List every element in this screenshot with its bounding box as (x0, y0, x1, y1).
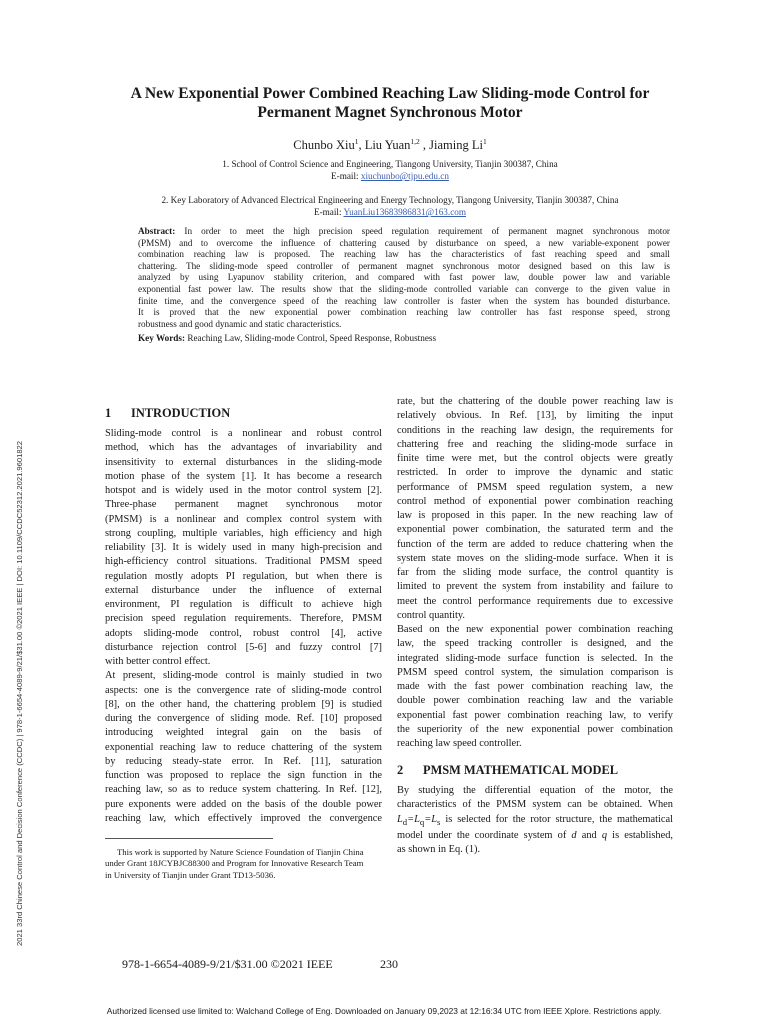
body-line: during the convergence of sliding mode. Ref. [10] proposed (105, 713, 382, 724)
author-name: Jiaming Li (429, 138, 483, 153)
body-line: By studying the differential equation of the motor, the (397, 785, 673, 796)
affiliation-text: 1. School of Control Science and Engineering, Tiangong University, Tianjin 300387, China (222, 159, 558, 169)
author-list: Chunbo Xiu$^1$, Liu Yuan$^{1,2}$ , Jiaming Li$^1$ (293, 137, 487, 153)
body-line: conditions in the reaching law design, the requirements for (397, 424, 673, 436)
abstract-line: robustness and good dynamic and static characteristics. (138, 318, 342, 329)
section-heading-pmsm-model (397, 763, 618, 778)
body-line: adopts sliding-mode control, robust control [4], active (105, 627, 382, 639)
math-var: =L (424, 813, 438, 825)
body-line: as shown in Eq. (1). (397, 844, 481, 856)
column-left (105, 427, 382, 826)
footnote-line: This work is supported by Nature Science Foundation of Tianjin China (117, 847, 364, 857)
keywords-text: Reaching Law, Sliding-mode Control, Speed Response, Robustness (185, 333, 437, 344)
body-line: system state moves on the sliding-mode surface. When it is (397, 552, 673, 564)
page-number: 230 (380, 957, 398, 971)
body-line: integrated sliding-mode surface function is selected. In the (397, 652, 673, 664)
body-line: reliability [3]. It is widely used in many high-precision and (105, 542, 382, 553)
body-line: relatively obvious. In Ref. [13], by limiting the input (397, 410, 673, 422)
math-sub: s (437, 816, 441, 827)
license-notice: Authorized licensed use limited to: Walchand College of Eng. Downloaded on January 09,2023 at 12:16:34 UTC from IEEE Xplore. Restrictions apply. (106, 1006, 662, 1016)
math-sub: q (419, 816, 425, 827)
section-number: 2 (397, 763, 404, 777)
body-line: exponential reaching law to reduce chattering of the system (105, 741, 382, 753)
email-link[interactable]: YuanLiu13683986831@163.com (343, 207, 467, 218)
column-right-section2 (397, 784, 673, 857)
body-line: limited to prevent the system from instability and failure to (397, 581, 673, 593)
body-line: function of the term are added to reduce chattering when the (397, 538, 673, 550)
email-link[interactable]: xiuchunbo@tjpu.edu.cn (360, 171, 449, 182)
footnote-line: under Grant 18JCYBJC88300 and Program for Innovative Research Team (105, 858, 364, 869)
body-line: control method of exponential power combination reaching (397, 495, 673, 507)
abstract (138, 226, 670, 345)
body-line: [8], on the other hand, the chattering problem [9] is studied (105, 698, 382, 710)
body-line: PMSM speed control system, the simulation comparison is (397, 666, 673, 678)
author-name: Chunbo Xiu (293, 138, 355, 153)
body-line: Sliding-mode control is a nonlinear and robust control (105, 428, 382, 439)
body-line: law is proposed in this paper. In the new reaching law of (397, 510, 673, 521)
body-line: Based on the new exponential power combination reaching (397, 624, 673, 635)
abstract-line: finite time, and the convergence speed of the reaching law controller is faster when the system has bounded disturbance. (138, 295, 670, 306)
email-label: E-mail: (331, 171, 361, 182)
body-line: environment, PI regulation is difficult to achieve high (105, 599, 382, 610)
body-line: reaching law, which effectively improved the convergence (105, 812, 382, 824)
body-text: is selected for the rotor structure, the mathematical (440, 813, 673, 825)
title-line: Permanent Magnet Synchronous Motor (257, 104, 523, 121)
copyright-line: 978-1-6654-4089-9/21/$31.00 ©2021 IEEE (122, 957, 333, 971)
abstract-label: Abstract: (138, 226, 176, 236)
body-line: motion phase of the system [1]. It has become a research (105, 470, 382, 482)
body-line: chattering free and reaching the sliding-mode surface in (397, 438, 673, 450)
body-line: reaching law, so as to reduce system chattering. In Ref. [12], (105, 784, 382, 796)
affiliation-2 (80, 194, 700, 218)
body-line: high-efficiency control situations. Traditional PMSM speed (105, 556, 382, 568)
body-line: pure exponents were added on the basis of the double power (105, 798, 382, 810)
abstract-line: exponential fast power law. The results show that the sliding-mode controlled variable can converge to the given value in (138, 283, 670, 294)
column-right (397, 395, 673, 751)
abstract-line: combination reaching law is proposed. The reaching law has the characteristics of fast reaching speed and small (138, 249, 670, 260)
body-line: finite time were met, but the control objects were greatly (397, 453, 673, 464)
author-affiliation-mark: 1 (354, 137, 359, 146)
body-line: Three-phase permanent magnet synchronous motor (105, 499, 382, 511)
body-line: method, which has the advantages of invariability and (105, 442, 382, 454)
section-title: INTRODUCTION (131, 406, 231, 420)
body-line (397, 829, 673, 843)
body-line: rate, but the chattering of the double power reaching law is (397, 396, 673, 407)
abstract-line (138, 226, 670, 238)
body-line: far from the sliding mode surface, the control quantity is (397, 567, 673, 578)
author-affiliation-mark: 1 (483, 137, 487, 146)
math-var: q (601, 829, 608, 841)
body-line: precision speed regulation requirements. Therefore, PMSM (105, 613, 382, 625)
affiliation-email-line (80, 206, 700, 218)
body-line: restricted. In order to improve the dynamic and static (397, 467, 673, 479)
footnote-divider (105, 838, 273, 839)
section-title: PMSM MATHEMATICAL MODEL (423, 763, 619, 777)
affiliation-text: 2. Key Laboratory of Advanced Electrical Engineering and Energy Technology, Tiangong University, Tianjin 300387, China (161, 195, 619, 205)
math-var: =L (407, 813, 420, 825)
body-line: At present, sliding-mode control is mainly studied in two (105, 670, 382, 682)
body-line: (PMSM) is a nonlinear and complex control system with (105, 513, 382, 525)
body-line: aspects: one is the convergence rate of sliding-mode control (105, 684, 382, 696)
body-line: hotspot and is widely used in the motor control system [2]. (105, 485, 382, 496)
body-line: reaching law speed controller. (397, 738, 522, 749)
math-var: L (397, 813, 403, 825)
affiliation-email-line (80, 170, 700, 182)
body-line: exponential fast power combination reaching law, to verify (397, 709, 673, 721)
paper-title (90, 84, 690, 122)
funding-footnote (105, 847, 383, 881)
author-name: Liu Yuan (364, 138, 411, 153)
abstract-text: In order to meet the high precision speed regulation requirement of permanent magnet synchronous motor (175, 226, 670, 236)
body-line: function was proposed to replace the sign function in the (105, 770, 382, 781)
keywords (138, 333, 670, 345)
body-line: made with the fast power combination reaching law, the (397, 681, 673, 692)
body-line: insensitivity to external disturbances in the sliding-mode (105, 456, 382, 468)
body-line (397, 813, 673, 829)
abstract-line: chattering. The sliding-mode speed controller of permanent magnet synchronous motor designed based on this law is (138, 260, 670, 271)
body-line: disturbance rejection control [5-6] and fuzzy control [7] (105, 641, 382, 653)
body-line: double power combination reaching law and the variable (397, 695, 673, 707)
body-line: introducing weighted integral gain on the basis of (105, 727, 382, 739)
abstract-line: It is proved that the new exponential power combination reaching law controller has fast response speed, strong (138, 307, 670, 318)
affiliation-1 (80, 158, 700, 182)
body-line: the superiority of the new exponential power combination (397, 723, 673, 735)
math-var: d (571, 829, 577, 841)
footnote-line: in University of Tianjin under Grant TD13-5036. (105, 869, 276, 880)
title-line: A New Exponential Power Combined Reaching Law Sliding-mode Control for (130, 85, 650, 102)
email-label: E-mail: (313, 207, 344, 218)
body-line: by reducing steady-state error. In Ref. [11], saturation (105, 755, 382, 767)
author-affiliation-mark: 1,2 (410, 137, 420, 146)
body-line: with better control effect. (105, 656, 211, 667)
abstract-line: (PMSM) and to overcome the influence of chattering caused by disturbance on speed, a new variable-exponent power (138, 237, 670, 248)
keywords-label: Key Words: (138, 333, 186, 344)
body-line: performance of PMSM speed regulation system, a new (397, 481, 673, 493)
body-line: exponential power combination, the saturated term and the (397, 524, 673, 536)
body-text: is established, (607, 829, 673, 841)
section-number: 1 (105, 406, 112, 420)
math-sub: d (402, 816, 408, 827)
body-line: control quantity. (397, 609, 466, 621)
body-line: regulation mostly adopts PI regulation, but when there is (105, 570, 382, 582)
section-heading-introduction (105, 406, 230, 421)
body-line: external disturbance under the influence of external (105, 584, 382, 596)
body-text: model under the coordinate system of (397, 829, 572, 841)
body-line: strong coupling, multiple variables, high efficiency and high (105, 527, 382, 539)
abstract-line: analyzed by using Lyapunov stability criterion, and compared with fast power law, double power law and variable (138, 272, 670, 283)
conference-sideband: 2021 33rd Chinese Control and Decision Conference (CCDC) | 978-1-6654-4089-9/21/$31.00 ©2021 IEEE | DOI: 10.1109/CCDC52312.2021.9601822 (15, 441, 24, 946)
body-line: meet the control performance requirements due to excessive (397, 595, 673, 607)
body-text: and (576, 829, 602, 841)
body-line: characteristics of the PMSM system can be obtained. When (397, 799, 673, 811)
body-line: law, the speed tracking controller is designed, and the (397, 638, 673, 650)
